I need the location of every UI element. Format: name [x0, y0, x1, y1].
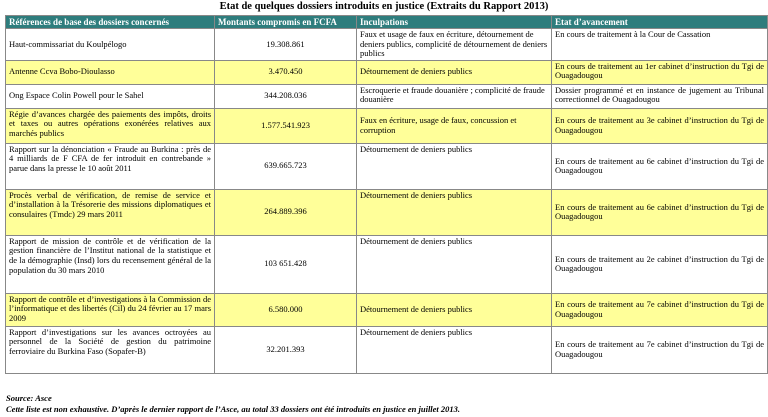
footnote: Cette liste est non exhaustive. D’après le dernier rapport de l’Asce, au total 33 dossiers ont été introduits en justice en juillet 2013.	[6, 404, 461, 414]
cell-amount: 639.665.723	[215, 143, 357, 189]
cell-ref: Ong Espace Colin Powell pour le Sahel	[6, 84, 215, 108]
cell-amount: 32.201.393	[215, 326, 357, 373]
cell-status: En cours de traitement au 3e cabinet d’instruction du Tgi de Ouagadougou	[552, 108, 768, 143]
cell-ref: Haut-commissariat du Koulpélogo	[6, 29, 215, 61]
cell-status: En cours de traitement à la Cour de Cassation	[552, 29, 768, 61]
table-row	[6, 326, 768, 373]
cell-charge: Détournement de deniers publics	[357, 189, 552, 235]
cell-status: Dossier programmé et en instance de jugement au Tribunal correctionnel de Ouagadougou	[552, 84, 768, 108]
table-row	[6, 293, 768, 326]
cell-status: En cours de traitement au 7e cabinet d’instruction du Tgi de Ouagadougou	[552, 326, 768, 373]
table-row	[6, 29, 768, 61]
table-row	[6, 189, 768, 235]
cell-amount: 3.470.450	[215, 60, 357, 84]
cell-status: En cours de traitement au 2e cabinet d’instruction du Tgi de Ouagadougou	[552, 235, 768, 293]
page-title: Etat de quelques dossiers introduits en justice (Extraits du Rapport 2013)	[219, 1, 549, 12]
table-row	[6, 108, 768, 143]
header-ref: Références de base des dossiers concernés	[6, 16, 215, 29]
header-charge: Inculpations	[357, 16, 552, 29]
source-note: Source: Asce	[6, 393, 52, 403]
cell-amount: 103 651.428	[215, 235, 357, 293]
cell-amount: 264.889.396	[215, 189, 357, 235]
cell-ref: Rapport de mission de contrôle et de vérification de la gestion financière de l’Institut national de la statistique et de la démographie (Insd) lors du recensement général de la population du 30 mars 2010	[6, 235, 215, 293]
cell-status: En cours de traitement au 6e cabinet d’instruction du Tgi de Ouagadougou	[552, 189, 768, 235]
header-amount: Montants compromis en FCFA	[215, 16, 357, 29]
cell-charge: Escroquerie et fraude douanière ; complicité de fraude douanière	[357, 84, 552, 108]
cell-charge: Détournement de deniers publics	[357, 326, 552, 373]
cell-status: En cours de traitement au 6e cabinet d’instruction du Tgi de Ouagadougou	[552, 143, 768, 189]
cell-status: En cours de traitement au 7e cabinet d’instruction du Tgi de Ouagadougou	[552, 293, 768, 326]
cell-ref: Régie d’avances chargée des paiements des impôts, droits et taxes ou autres opérations exonérées relatives aux marchés publics	[6, 108, 215, 143]
cell-amount: 19.308.861	[215, 29, 357, 61]
table-row	[6, 143, 768, 189]
cell-charge: Faux en écriture, usage de faux, concussion et corruption	[357, 108, 552, 143]
cell-amount: 6.580.000	[215, 293, 357, 326]
cases-table	[5, 15, 768, 374]
cell-ref: Antenne Ccva Bobo-Dioulasso	[6, 60, 215, 84]
cell-charge: Détournement de deniers publics	[357, 143, 552, 189]
cell-amount: 344.208.036	[215, 84, 357, 108]
table-row	[6, 84, 768, 108]
cell-ref: Rapport d’investigations sur les avances octroyées au personnel de la Société de gestion du patrimoine ferroviaire du Burkina Faso (Sopafer-B)	[6, 326, 215, 373]
cell-charge: Faux et usage de faux en écriture, détournement de deniers publics, complicité de détournement de deniers publics	[357, 29, 552, 61]
cell-ref: Rapport sur la dénonciation « Fraude au Burkina : près de 4 milliards de F CFA de fer introduit en contrebande » parue dans la presse le 10 août 2011	[6, 143, 215, 189]
cell-status: En cours de traitement au 1er cabinet d’instruction du Tgi de Ouagadougou	[552, 60, 768, 84]
table-header-row	[6, 16, 768, 29]
cell-charge: Détournement de deniers publics	[357, 293, 552, 326]
table-row	[6, 60, 768, 84]
cell-charge: Détournement de deniers publics	[357, 235, 552, 293]
table-row	[6, 235, 768, 293]
cell-ref: Procès verbal de vérification, de remise de service et d’installation à la Trésorerie des missions diplomatiques et consulaires (Tmdc) 29 mars 2011	[6, 189, 215, 235]
cell-ref: Rapport de contrôle et d’investigations à la Commission de l’informatique et des libertés (Cil) du 24 février au 17 mars 2009	[6, 293, 215, 326]
header-status: Etat d’avancement	[552, 16, 768, 29]
cell-amount: 1.577.541.923	[215, 108, 357, 143]
cell-charge: Détournement de deniers publics	[357, 60, 552, 84]
